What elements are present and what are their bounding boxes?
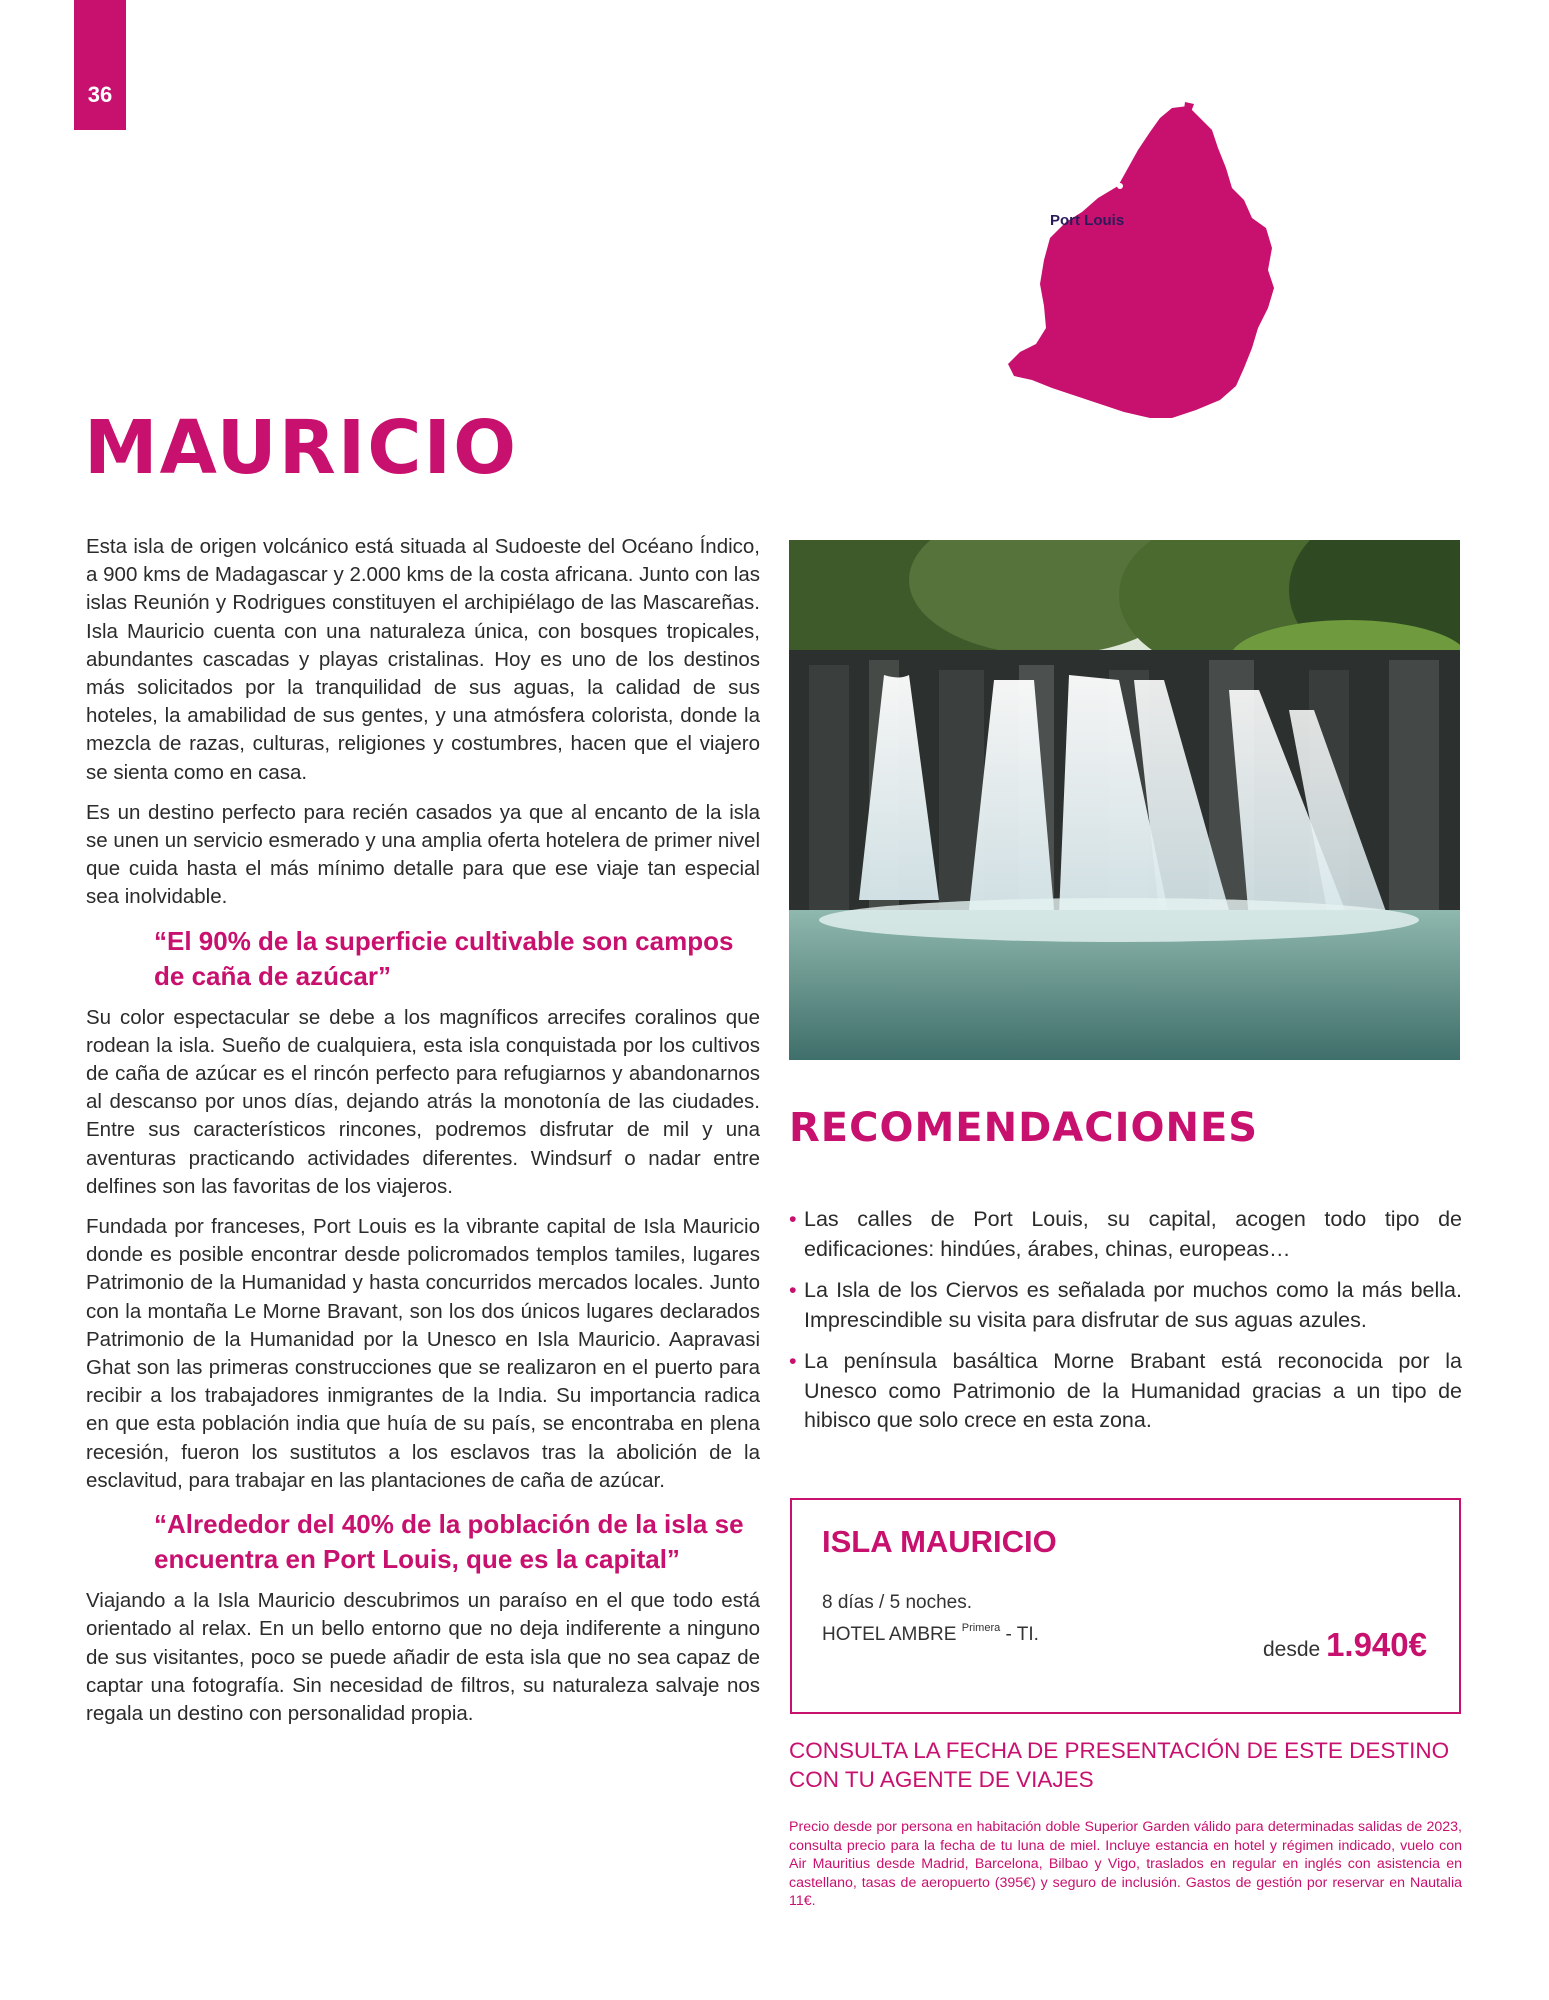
map-label-port-louis: Port Louis — [1050, 212, 1125, 229]
recommendation-item: • La Isla de los Ciervos es señalada por muchos como la más bella. Imprescindible su visita para disfrutar de sus aguas azules. — [789, 1276, 1462, 1335]
package-hotel: HOTEL AMBRE — [822, 1624, 957, 1645]
article-paragraph: Fundada por franceses, Port Louis es la vibrante capital de Isla Mauricio donde es posible encontrar desde policromados templos tamiles, lugares Patrimonio de la Humanidad y hasta concurridos mercados locales. Junto con la montaña Le Morne Bravant, son los dos únicos lugares declarados Patrimonio de la Humanidad por la Unesco en Isla Mauricio. Aapravasi Ghat son las primeras construcciones que se realizaron en el puerto para recibir a los trabajadores inmigrantes de la India. Su importancia radica en que esta población india que huía de su país, se encontraba en plena recesión, fueron los sustitutos a los esclavos tras la abolición de la esclavitud, para trabajar en las plantaciones de caña de azúcar. — [86, 1215, 760, 1492]
page-number-tab — [74, 0, 126, 130]
page-title: MAURICIO — [84, 405, 518, 491]
fine-print: Precio desde por persona en habitación doble Superior Garden válido para determinadas salidas de 2023, consulta precio para la fecha de tu luna de miel. Incluye estancia en hotel y régimen indicado, vuelo con Air Mauritius desde Madrid, Barcelona, Bilbao y Vigo, traslados en regular en inglés con asistencia en castellano, tasas de aeropuerto (395€) y seguro de inclusión. Gastos de gestión por reservar en Nautalia 11€. — [789, 1819, 1462, 1909]
recommendations-title: RECOMENDACIONES — [789, 1105, 1259, 1151]
port-louis-marker — [1117, 183, 1123, 189]
article-paragraph: Esta isla de origen volcánico está situada al Sudoeste del Océano Índico, a 900 kms de Madagascar y 2.000 kms de la costa africana. Junto con las islas Reunión y Rodrigues constituyen el archipiélago de las Mascareñas. Isla Mauricio cuenta con una naturaleza única, con bosques tropicales, abundantes cascadas y playas cristalinas. Hoy es uno de los destinos más solicitados por la tranquilidad de sus aguas, la calidad de sus hoteles, la amabilidad de sus gentes, y una atmósfera colorista, donde la mezcla de razas, culturas, religiones y costumbres, hacen que el viajero se sienta como en casa. — [86, 535, 760, 784]
package-regime: - TI. — [1005, 1624, 1039, 1645]
price-prefix: desde — [1263, 1638, 1321, 1661]
package-price — [1263, 1626, 1427, 1664]
mauritius-map — [1000, 100, 1370, 500]
recommendation-item: • Las calles de Port Louis, su capital, acogen todo tipo de edificaciones: hindúes, árabes, chinas, europeas… — [789, 1205, 1462, 1264]
package-offer-box — [790, 1498, 1461, 1714]
package-duration: 8 días / 5 noches. — [822, 1592, 972, 1613]
recommendation-item: • La península basáltica Morne Brabant está reconocida por la Unesco como Patrimonio de la Humanidad gracias a un tipo de hibisco que solo crece en esta zona. — [789, 1347, 1462, 1436]
package-hotel-category: Primera — [961, 1622, 1001, 1634]
package-title: ISLA MAURICIO — [822, 1524, 1057, 1559]
main-article — [86, 533, 760, 1740]
recommendations-list — [789, 1205, 1462, 1448]
price-amount: 1.940€ — [1326, 1626, 1427, 1663]
package-hotel-line — [822, 1624, 1039, 1646]
article-paragraph: Es un destino perfecto para recién casados ya que al encanto de la isla se unen un servicio esmerado y una amplia oferta hotelera de primer nivel que cuida hasta el más mínimo detalle para que ese viaje tan especial sea inolvidable. — [86, 800, 760, 909]
waterfall-photo — [789, 540, 1460, 1060]
consult-notice: CONSULTA LA FECHA DE PRESENTACIÓN DE ESTE DESTINO CON TU AGENTE DE VIAJES — [789, 1738, 1450, 1792]
pull-quote: “Alrededor del 40% de la población de la isla se encuentra en Port Louis, que es la capital” — [154, 1509, 744, 1575]
island-shape — [1008, 106, 1274, 418]
article-paragraph: Viajando a la Isla Mauricio descubrimos un paraíso en el que todo está orientado al relax. En un bello entorno que no deja indiferente a ninguno de sus visitantes, poco se puede añadir de esta isla que no sea capaz de captar una fotografía. Sin necesidad de filtros, su naturaleza salvaje nos regala un destino con personalidad propia. — [86, 1589, 760, 1725]
pull-quote: “El 90% de la superficie cultivable son campos de caña de azúcar” — [154, 925, 734, 991]
page-number: 36 — [87, 82, 113, 107]
article-paragraph: Su color espectacular se debe a los magníficos arrecifes coralinos que rodean la isla. Sueño de cualquiera, esta isla conquistada por los cultivos de caña de azúcar es el rincón perfecto para refugiarnos y abandonarnos al descanso por unos días, dejando atrás la monotonía de las ciudades. Entre sus característicos rincones, podremos disfrutar de mil y una aventuras practicando actividades diferentes. Windsurf o nadar entre delfines son las favoritas de los viajeros. — [86, 1005, 760, 1198]
